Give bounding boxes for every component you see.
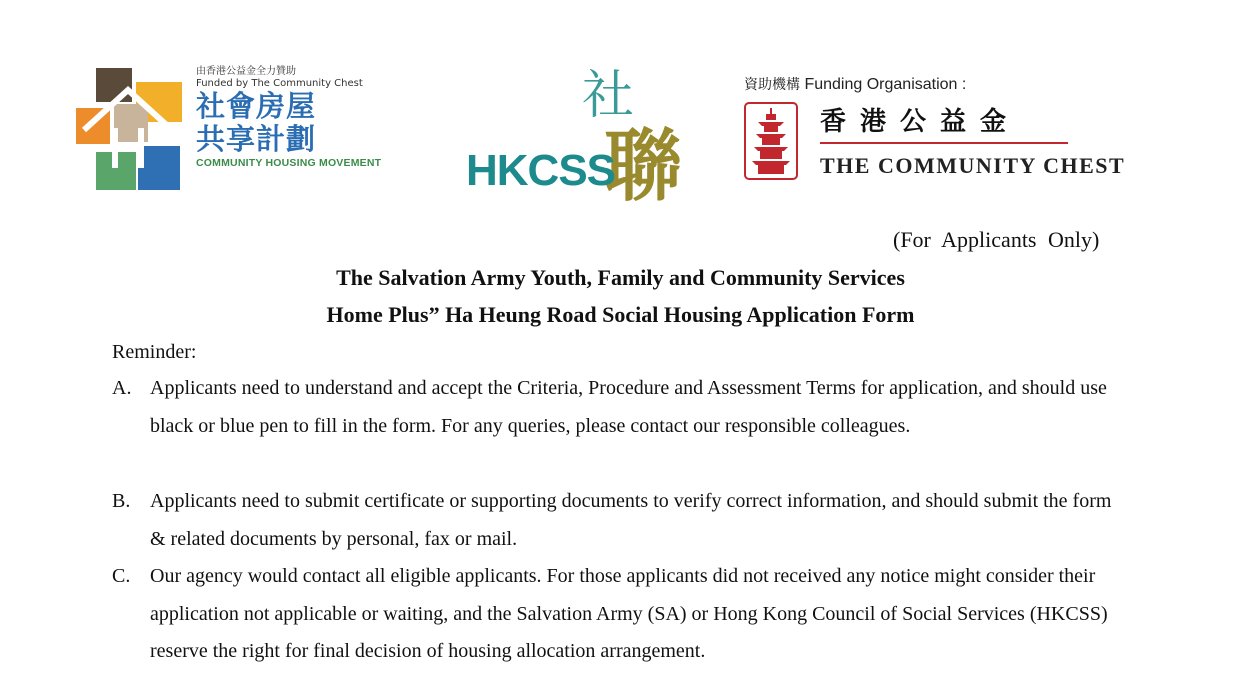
reminder-label: Reminder: [112,341,197,363]
program-name-en: COMMUNITY HOUSING MOVEMENT [196,157,382,169]
applicants-only-note: (For Applicants Only) [893,227,1100,252]
funded-by-zh: 由香港公益金全力贊助 [196,66,296,77]
pagoda-icon [744,102,798,180]
program-name-zh-line2: 共享計劃 [196,122,317,156]
hkcss-wordmark: HKCSS [466,146,616,195]
community-chest-name-zh: 香港公益金 [820,107,1021,137]
funding-organisation-label [744,74,966,96]
form-title-line2: Home Plus” Ha Heung Road Social Housing Application Form [326,302,915,327]
funded-by-en: Funded by The Community Chest [196,78,363,89]
program-name-zh-line1: 社會房屋 [196,89,317,123]
community-chest-logo [742,74,1126,186]
hkcss-char-she: 社 [582,66,635,126]
item-text: Applicants need to submit certificate or supporting documents to verify correct information, and should submit the form & related documents by personal, fax or mail. [150,490,1112,550]
house-blocks-icon [76,68,186,190]
reminder-item-a [112,370,1122,445]
item-text: Applicants need to understand and accept the Criteria, Procedure and Assessment Terms for application, and should use black or blue pen to fill in the form. For any queries, please contact our responsible colleagues. [150,377,1107,437]
community-chest-name-en: THE COMMUNITY CHEST [820,153,1126,178]
community-chest-divider [820,142,1068,144]
hkcss-char-lian: 聯 [604,121,683,212]
hkcss-logo [466,66,686,218]
item-letter: C. [112,565,131,587]
funding-label-en: Funding Organisation : [804,76,967,93]
item-letter: A. [112,377,132,399]
item-letter: B. [112,490,131,512]
community-housing-logo [76,66,382,192]
reminder-item-b [112,483,1122,558]
reminder-item-c [112,558,1122,671]
item-text: Our agency would contact all eligible applicants. For those applicants did not received any notice might consider their application not applicable or waiting, and the Salvation Army (SA) or Hong Kong Council of Social Services (HKCSS) reserve the right for final decision of housing allocation arrangement. [150,565,1108,662]
funding-label-zh: 資助機構 [744,77,800,93]
form-title-line1: The Salvation Army Youth, Family and Community Services [336,265,905,290]
